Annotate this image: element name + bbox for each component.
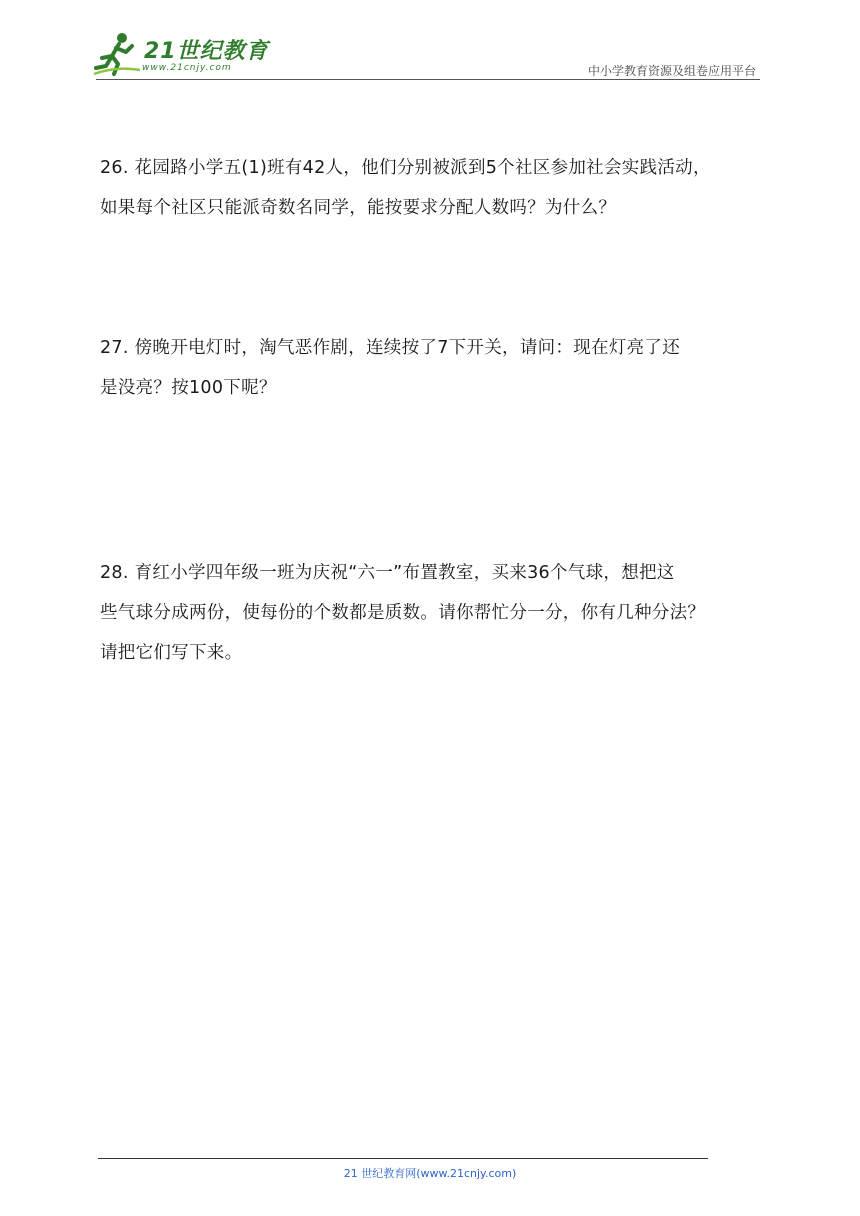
question-line: 27. 傍晚开电灯时，淘气恶作剧，连续按了7下开关，请问：现在灯亮了还 [100, 338, 681, 358]
logo-url: www.21cnjy.com [142, 63, 232, 73]
header-divider [96, 79, 760, 80]
logo-text: 21世纪教育 [144, 39, 269, 64]
question-line: 是没亮？按100下呢？ [100, 378, 277, 398]
question-line: 些气球分成两份，使每份的个数都是质数。请你帮忙分一分，你有几种分法？ [100, 603, 706, 623]
question-line: 如果每个社区只能派奇数名同学，能按要求分配人数吗？为什么？ [100, 198, 617, 218]
question-28 [100, 553, 772, 673]
page-header [0, 0, 860, 90]
question-26 [100, 148, 772, 228]
question-27 [100, 328, 772, 408]
question-line: 28. 育红小学四年级一班为庆祝“六一”布置教室，买来36个气球，想把这 [100, 563, 675, 583]
logo [92, 30, 269, 78]
question-line: 26. 花园路小学五(1)班有42人，他们分别被派到5个社区参加社会实践活动， [100, 158, 711, 178]
footer-divider [98, 1158, 708, 1159]
question-line: 请把它们写下来。 [100, 643, 243, 663]
header-tagline: 中小学教育资源及组卷应用平台 [587, 64, 756, 78]
footer-link[interactable]: 21 世纪教育网(www.21cnjy.com) [343, 1167, 517, 1180]
runner-logo-icon [92, 30, 142, 76]
